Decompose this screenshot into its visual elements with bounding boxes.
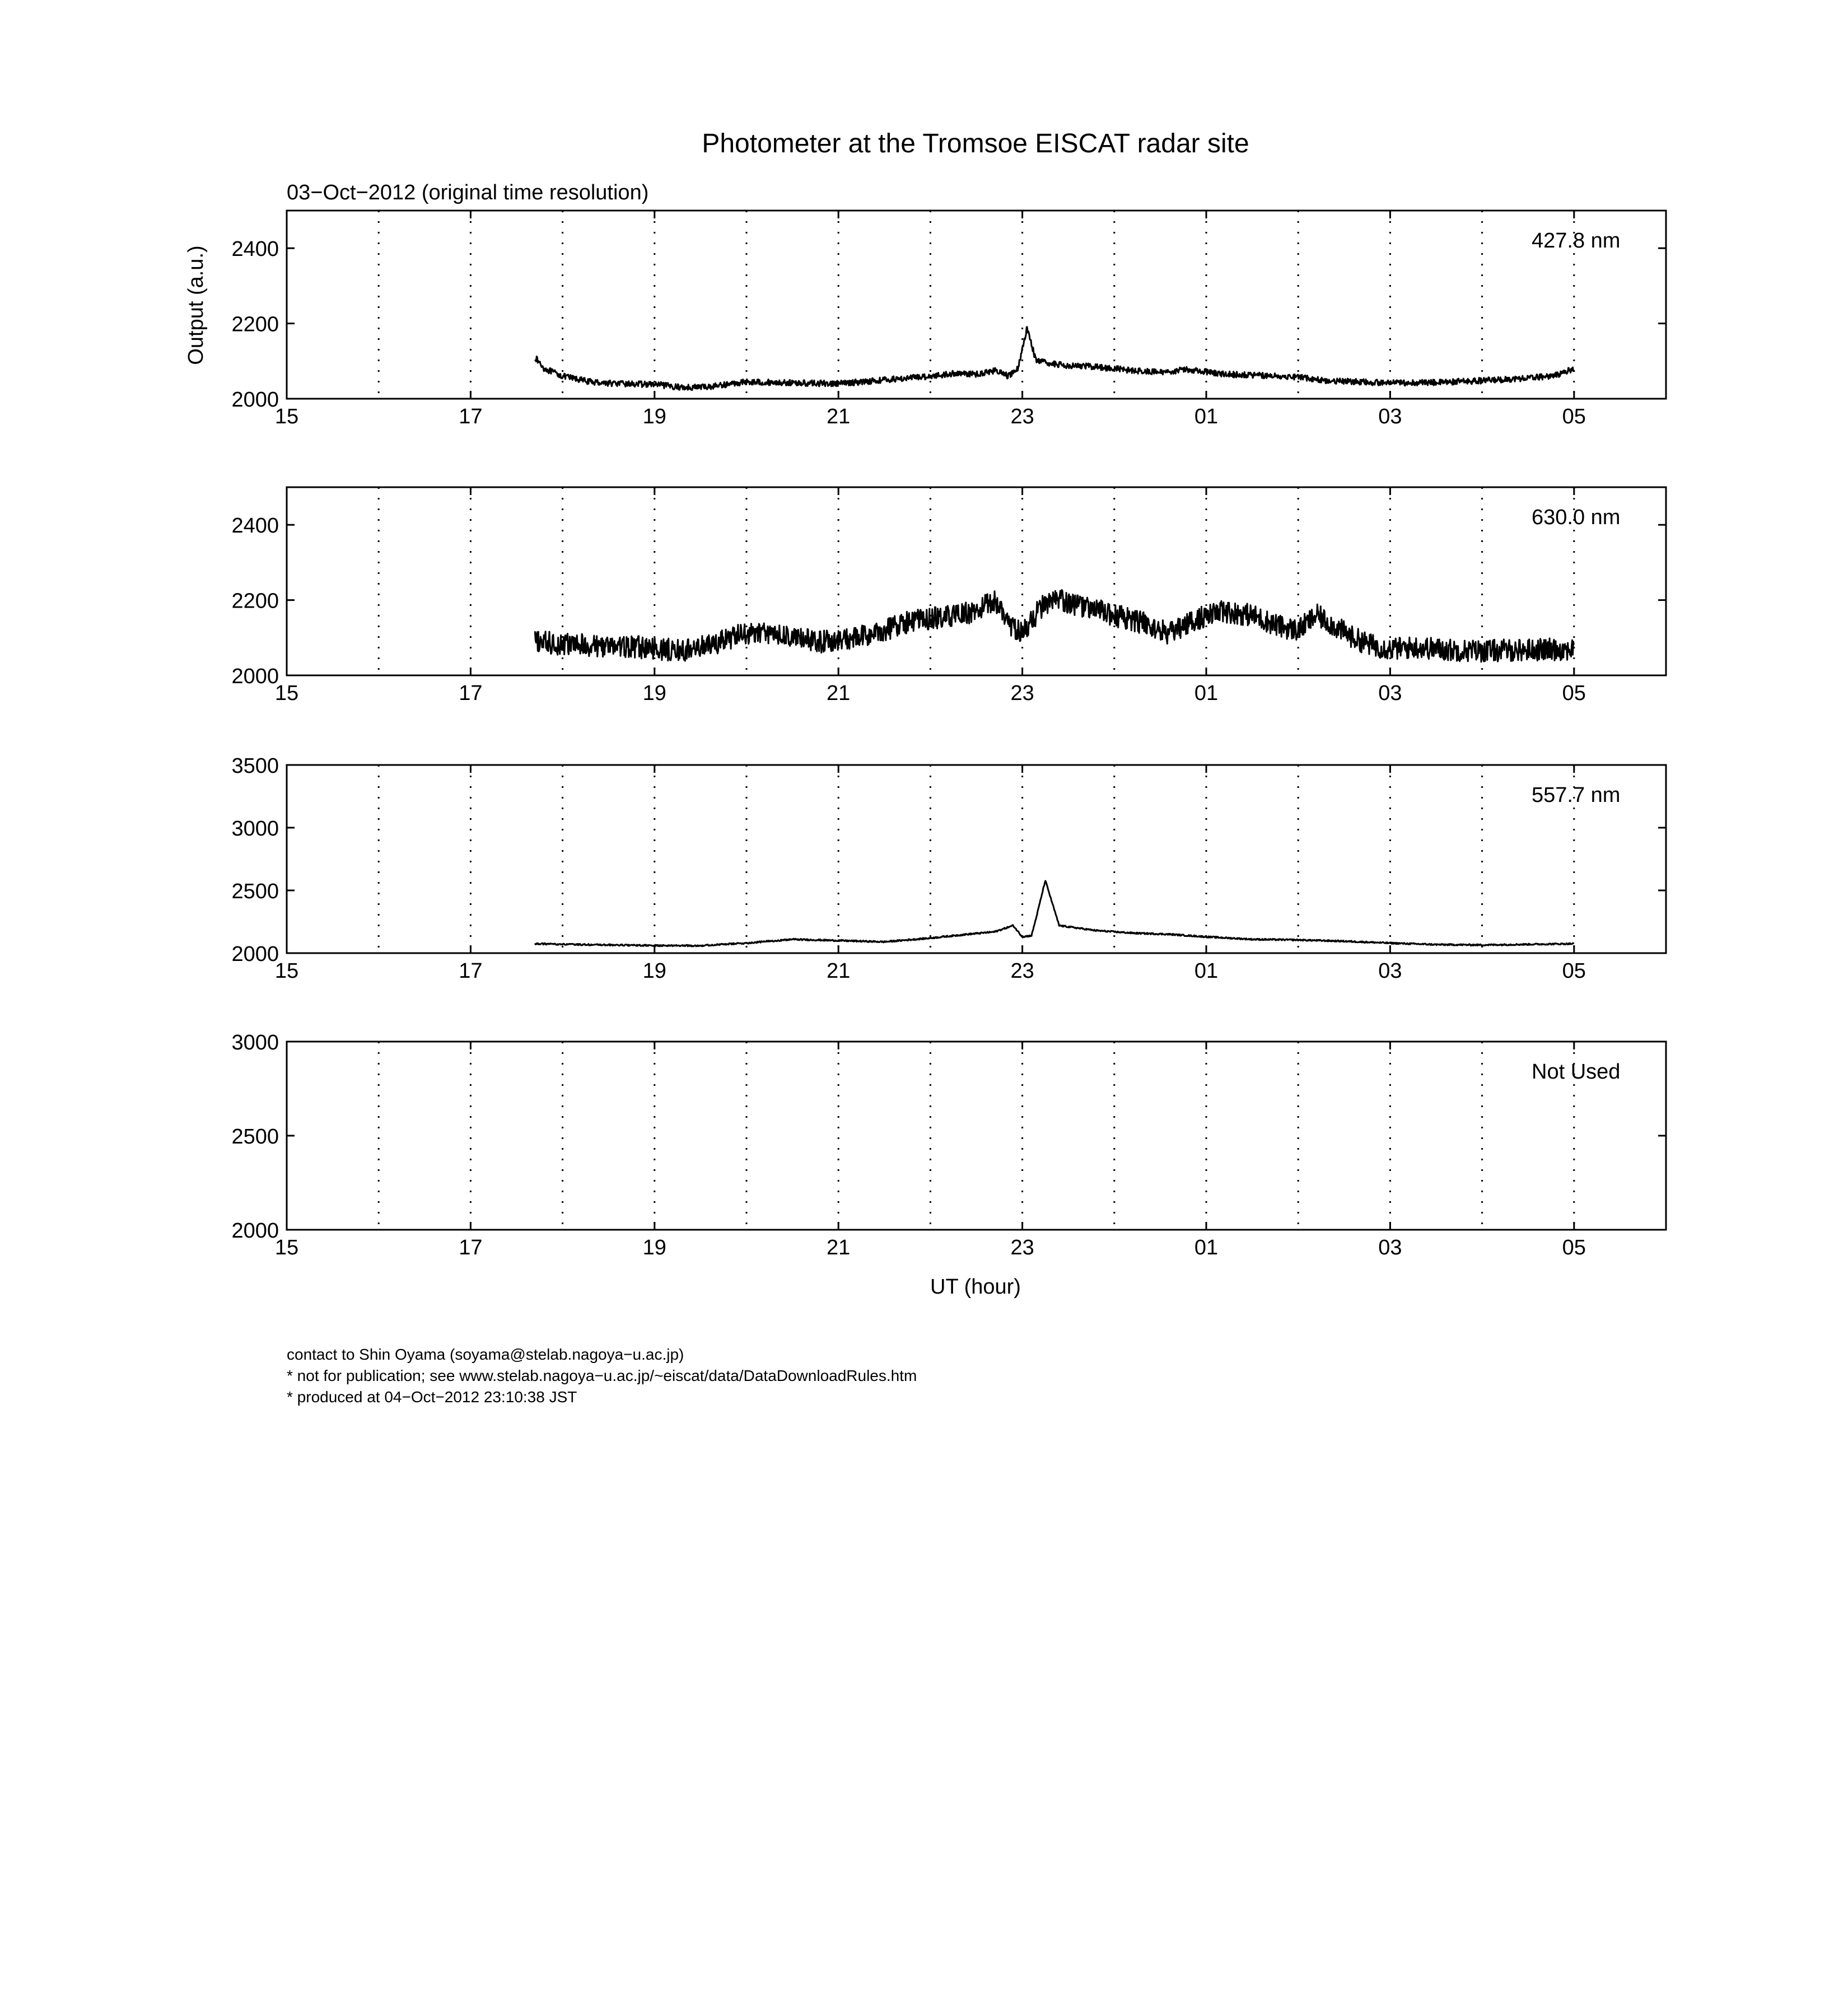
x-tick-label: 15 [274, 959, 299, 983]
series-line [535, 590, 1574, 662]
x-tick-label: 19 [642, 405, 666, 428]
panel-3 [231, 754, 1666, 983]
x-tick-label: 21 [827, 405, 851, 428]
x-tick-label: 05 [1562, 682, 1586, 705]
axes-box [287, 487, 1666, 675]
x-tick-label: 21 [827, 682, 851, 705]
x-tick-label: 01 [1194, 1236, 1219, 1259]
x-tick-label: 17 [459, 1236, 483, 1259]
panel-label: 557.7 nm [1532, 783, 1621, 807]
x-tick-label: 21 [827, 959, 851, 983]
x-tick-label: 23 [1010, 682, 1034, 705]
footer-rules: * not for publication; see www.stelab.nagoya−u.ac.jp/~eiscat/data/DataDownloadRules.htm [287, 1367, 917, 1384]
x-tick-label: 15 [274, 682, 299, 705]
series-line [535, 881, 1574, 946]
panels [231, 211, 1666, 1259]
x-tick-label: 17 [459, 405, 483, 428]
x-tick-label: 05 [1562, 405, 1586, 428]
x-tick-label: 23 [1010, 405, 1034, 428]
series-line [535, 327, 1574, 390]
y-tick-label: 2000 [231, 1219, 279, 1243]
x-tick-label: 03 [1378, 405, 1402, 428]
panel-2 [231, 487, 1666, 705]
footer-produced: * produced at 04−Oct−2012 23:10:38 JST [287, 1388, 577, 1406]
chart-title: Photometer at the Tromsoe EISCAT radar site [702, 129, 1249, 158]
x-tick-label: 03 [1378, 1236, 1402, 1259]
panel-label: Not Used [1532, 1060, 1621, 1084]
x-tick-label: 19 [642, 1236, 666, 1259]
x-tick-label: 03 [1378, 959, 1402, 983]
y-tick-label: 3000 [231, 1031, 279, 1054]
x-tick-label: 01 [1194, 682, 1219, 705]
axes-box [287, 211, 1666, 399]
y-tick-label: 2400 [231, 514, 279, 538]
axes-box [287, 765, 1666, 953]
panel-4 [231, 1031, 1666, 1259]
y-tick-label: 2200 [231, 312, 279, 337]
x-tick-label: 15 [274, 405, 299, 428]
x-tick-label: 05 [1562, 959, 1586, 983]
x-tick-label: 01 [1194, 959, 1219, 983]
x-tick-label: 23 [1010, 959, 1034, 983]
y-tick-label: 2000 [231, 665, 279, 688]
y-tick-label: 3000 [231, 817, 279, 841]
footer-contact: contact to Shin Oyama (soyama@stelab.nagoya−u.ac.jp) [287, 1346, 684, 1363]
panel-label: 630.0 nm [1532, 506, 1621, 529]
panel-1 [231, 211, 1666, 428]
y-tick-label: 2000 [231, 388, 279, 412]
y-tick-label: 2200 [231, 589, 279, 613]
y-tick-label: 3500 [231, 754, 279, 778]
panel-label: 427.8 nm [1532, 229, 1621, 253]
y-axis-label: Output (a.u.) [184, 245, 208, 365]
y-tick-label: 2400 [231, 237, 279, 262]
y-tick-label: 2500 [231, 880, 279, 903]
x-tick-label: 15 [274, 1236, 299, 1259]
axes-box [287, 1042, 1666, 1230]
chart-subtitle: 03−Oct−2012 (original time resolution) [287, 181, 649, 204]
x-tick-label: 21 [827, 1236, 851, 1259]
x-tick-label: 23 [1010, 1236, 1034, 1259]
x-tick-label: 03 [1378, 682, 1402, 705]
y-tick-label: 2500 [231, 1125, 279, 1149]
x-tick-label: 19 [642, 959, 666, 983]
footer [287, 1344, 917, 1408]
x-tick-label: 17 [459, 959, 483, 983]
x-tick-label: 17 [459, 682, 483, 705]
y-tick-label: 2000 [231, 942, 279, 966]
x-axis-label: UT (hour) [930, 1275, 1021, 1299]
x-tick-label: 19 [642, 682, 666, 705]
x-tick-label: 01 [1194, 405, 1219, 428]
x-tick-label: 05 [1562, 1236, 1586, 1259]
